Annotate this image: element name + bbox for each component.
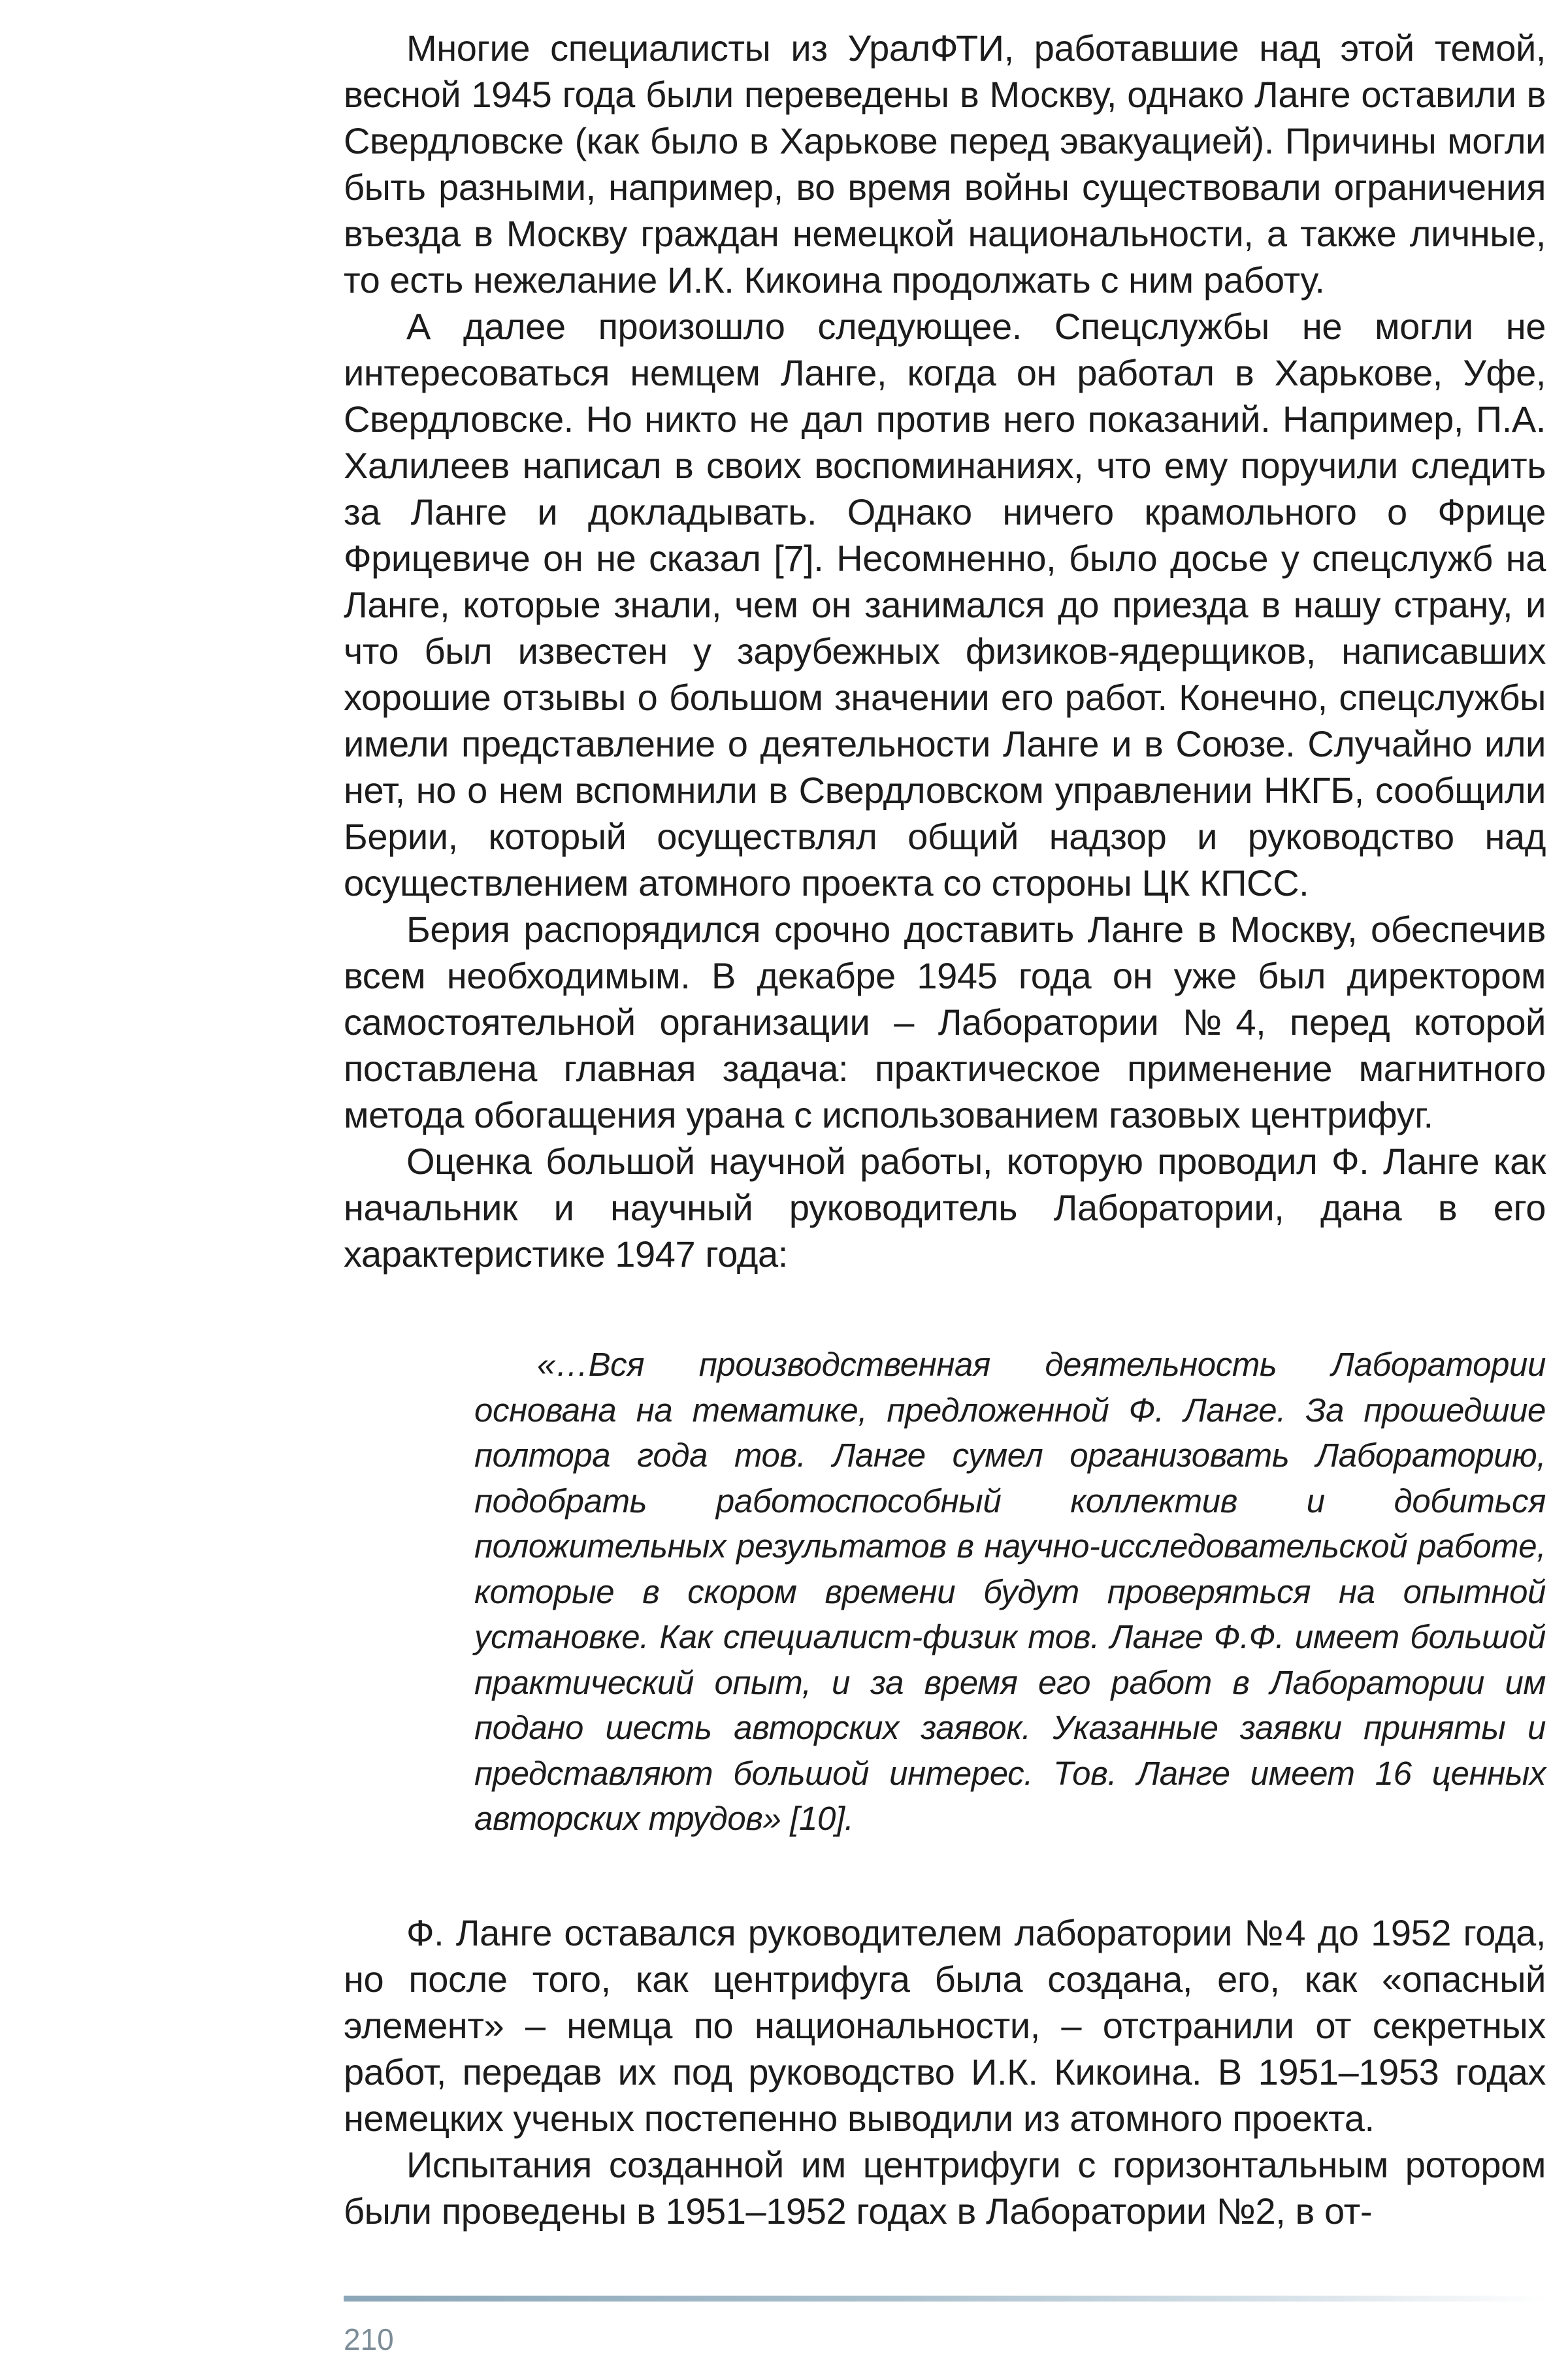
page-number: 210 — [344, 2322, 394, 2356]
paragraph-3: Берия распорядился срочно доставить Ланге в Москву, обеспечив всем необходимым. В декабре 1945 года он уже был директором самостоятельной организации – Лаборатории №4, перед которой поставлена главная задача: практическое применение магнитного метода обогащения урана с использованием газовых центрифуг. — [344, 909, 1546, 1135]
footer-divider — [344, 2296, 1546, 2302]
paragraph-2: А далее произошло следующее. Спецслужбы не могли не интересоваться немцем Ланге, когда он работал в Харькове, Уфе, Свердловске. Но никто не дал против него показаний. Например, П.А. Халилеев написал в своих воспоминаниях, что ему поручили следить за Ланге и докладывать. Однако ничего крамольного о Фрице Фрицевиче он не сказал [7]. Несомненно, было досье у спецслужб на Ланге, которые знали, чем он занимался до приезда в нашу страну, и что был известен у зарубежных физиков-ядерщиков, написавших хорошие отзывы о большом значении его работ. Конечно, спецслужбы имели представление о деятельности Ланге и в Союзе. Случайно или нет, но о нем вспомнили в Свердловском управлении НКГБ, сообщили Берии, который осуществлял общий надзор и руководство над осуществлением атомного проекта со стороны ЦК КПСС. — [344, 306, 1546, 903]
paragraph-4: Оценка большой научной работы, которую проводил Ф. Ланге как начальник и научный руководитель Лаборатории, дана в его характеристике 1947 года: — [344, 1141, 1546, 1275]
page-body — [344, 25, 1546, 2234]
paragraph-6: Испытания созданной им центрифуги с горизонтальным ротором были проведены в 1951–1952 годах в Лаборатории №2, в от- — [344, 2143, 1546, 2232]
paragraph-5: Ф. Ланге оставался руководителем лаборатории №4 до 1952 года, но после того, как центрифуга была создана, его, как «опасный элемент» – немца по национальности, – отстранили от секретных работ, передав их под руководство И.К. Кикоина. В 1951–1953 годах немецких ученых постепенно выводили из атомного проекта. — [344, 1912, 1546, 2139]
block-quote: «…Вся производственная деятельность Лаборатории основана на тематике, предложенной Ф. Ланге. За прошедшие полтора года тов. Ланге сумел организовать Лабораторию, подобрать работоспособный коллектив и добиться положительных результатов в научно-исследовательской работе, которые в скором времени будут проверяться на опытной установке. Как специалист-физик тов. Ланге Ф.Ф. имеет большой практический опыт, и за время его работ в Лаборатории им подано шесть авторских заявок. Указанные заявки приняты и представляют большой интерес. Тов. Ланге имеет 16 ценных авторских трудов» [10]. — [474, 1346, 1546, 1837]
paragraph-1: Многие специалисты из УралФТИ, работавшие над этой темой, весной 1945 года были переведены в Москву, однако Ланге оставили в Свердловске (как было в Харькове перед эвакуацией). Причины могли быть разными, например, во время войны существовали ограничения въезда в Москву граждан немецкой национальности, а также личные, то есть нежелание И.К. Кикоина продолжать с ним работу. — [344, 27, 1546, 301]
